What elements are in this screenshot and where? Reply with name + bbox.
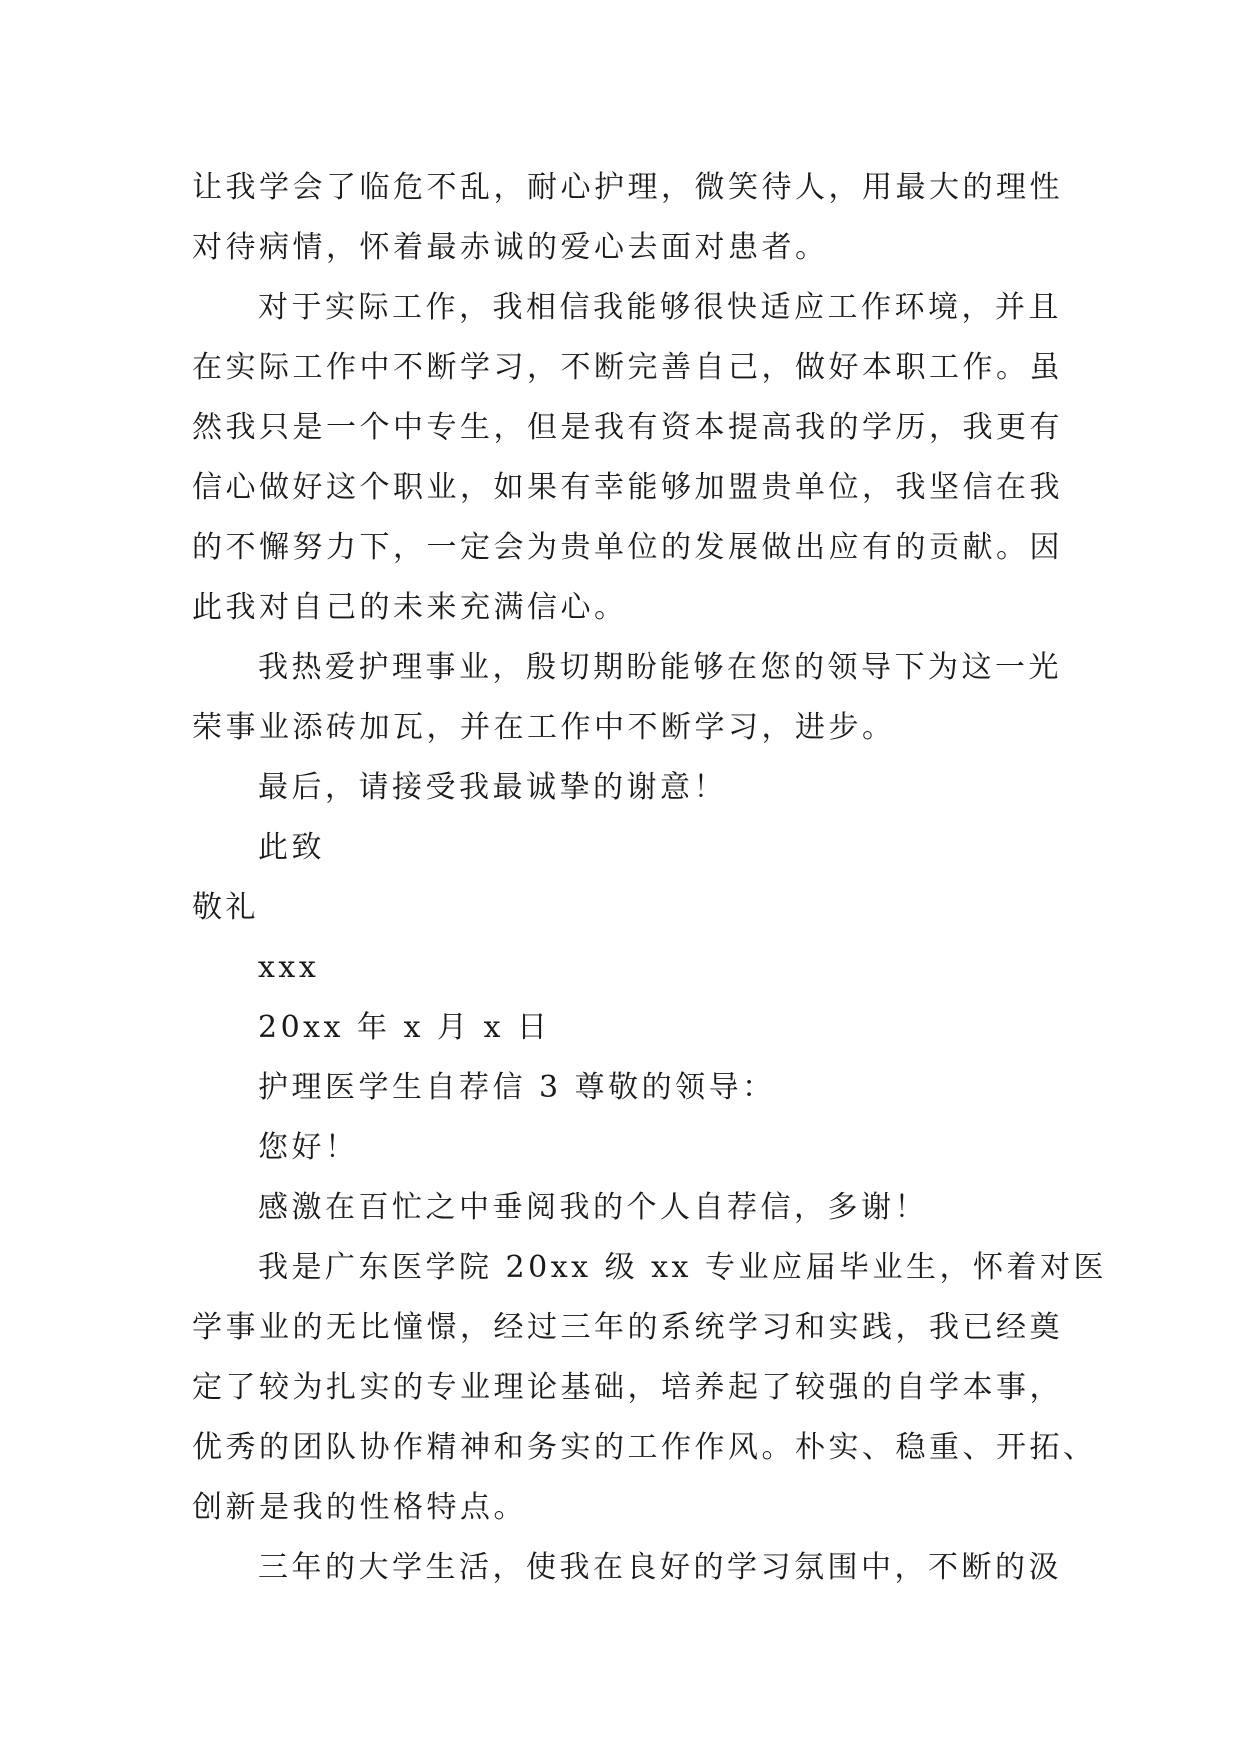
- closing-thanks: 最后，请接受我最诚挚的谢意！: [258, 770, 727, 805]
- text-line: 此我对自己的未来充满信心。: [192, 590, 628, 625]
- text-line: 感激在百忙之中垂阅我的个人自荐信，多谢！: [258, 1190, 928, 1225]
- greeting: 您好！: [258, 1130, 359, 1165]
- text-line: 三年的大学生活，使我在良好的学习氛围中，不断的汲: [258, 1550, 1062, 1585]
- text-line: 的不懈努力下，一定会为贵单位的发展做出应有的贡献。因: [192, 530, 1063, 565]
- salutation-cizhi: 此致: [258, 830, 325, 865]
- text-line: 优秀的团队协作精神和务实的工作作风。朴实、稳重、开拓、: [192, 1430, 1097, 1465]
- text-line: 我热爱护理事业，殷切期盼能够在您的领导下为这一光: [258, 650, 1062, 685]
- text-line: 定了较为扎实的专业理论基础，培养起了较强的自学本事，: [192, 1370, 1063, 1405]
- text-line: 对待病情，怀着最赤诚的爱心去面对患者。: [192, 230, 829, 265]
- text-line: 对于实际工作，我相信我能够很快适应工作环境，并且: [258, 290, 1062, 325]
- text-line: 然我只是一个中专生，但是我有资本提高我的学历，我更有: [192, 410, 1063, 445]
- text-line: 信心做好这个职业，如果有幸能够加盟贵单位，我坚信在我: [192, 470, 1063, 505]
- salutation-jingli: 敬礼: [192, 890, 259, 925]
- signature-name: xxx: [258, 950, 320, 985]
- text-line: 荣事业添砖加瓦，并在工作中不断学习，进步。: [192, 710, 896, 745]
- text-line: 我是广东医学院 20xx 级 xx 专业应届毕业生，怀着对医: [258, 1250, 1107, 1285]
- text-line: 让我学会了临危不乱，耐心护理，微笑待人，用最大的理性: [192, 170, 1063, 205]
- text-line: 学事业的无比憧憬，经过三年的系统学习和实践，我已经奠: [192, 1310, 1063, 1345]
- text-line: 创新是我的性格特点。: [192, 1490, 527, 1525]
- letter-body: [192, 158, 1107, 1598]
- letter-heading: 护理医学生自荐信 3 尊敬的领导：: [258, 1070, 776, 1105]
- signature-date: 20xx 年 x 月 x 日: [258, 1010, 551, 1045]
- text-line: 在实际工作中不断学习，不断完善自己，做好本职工作。虽: [192, 350, 1063, 385]
